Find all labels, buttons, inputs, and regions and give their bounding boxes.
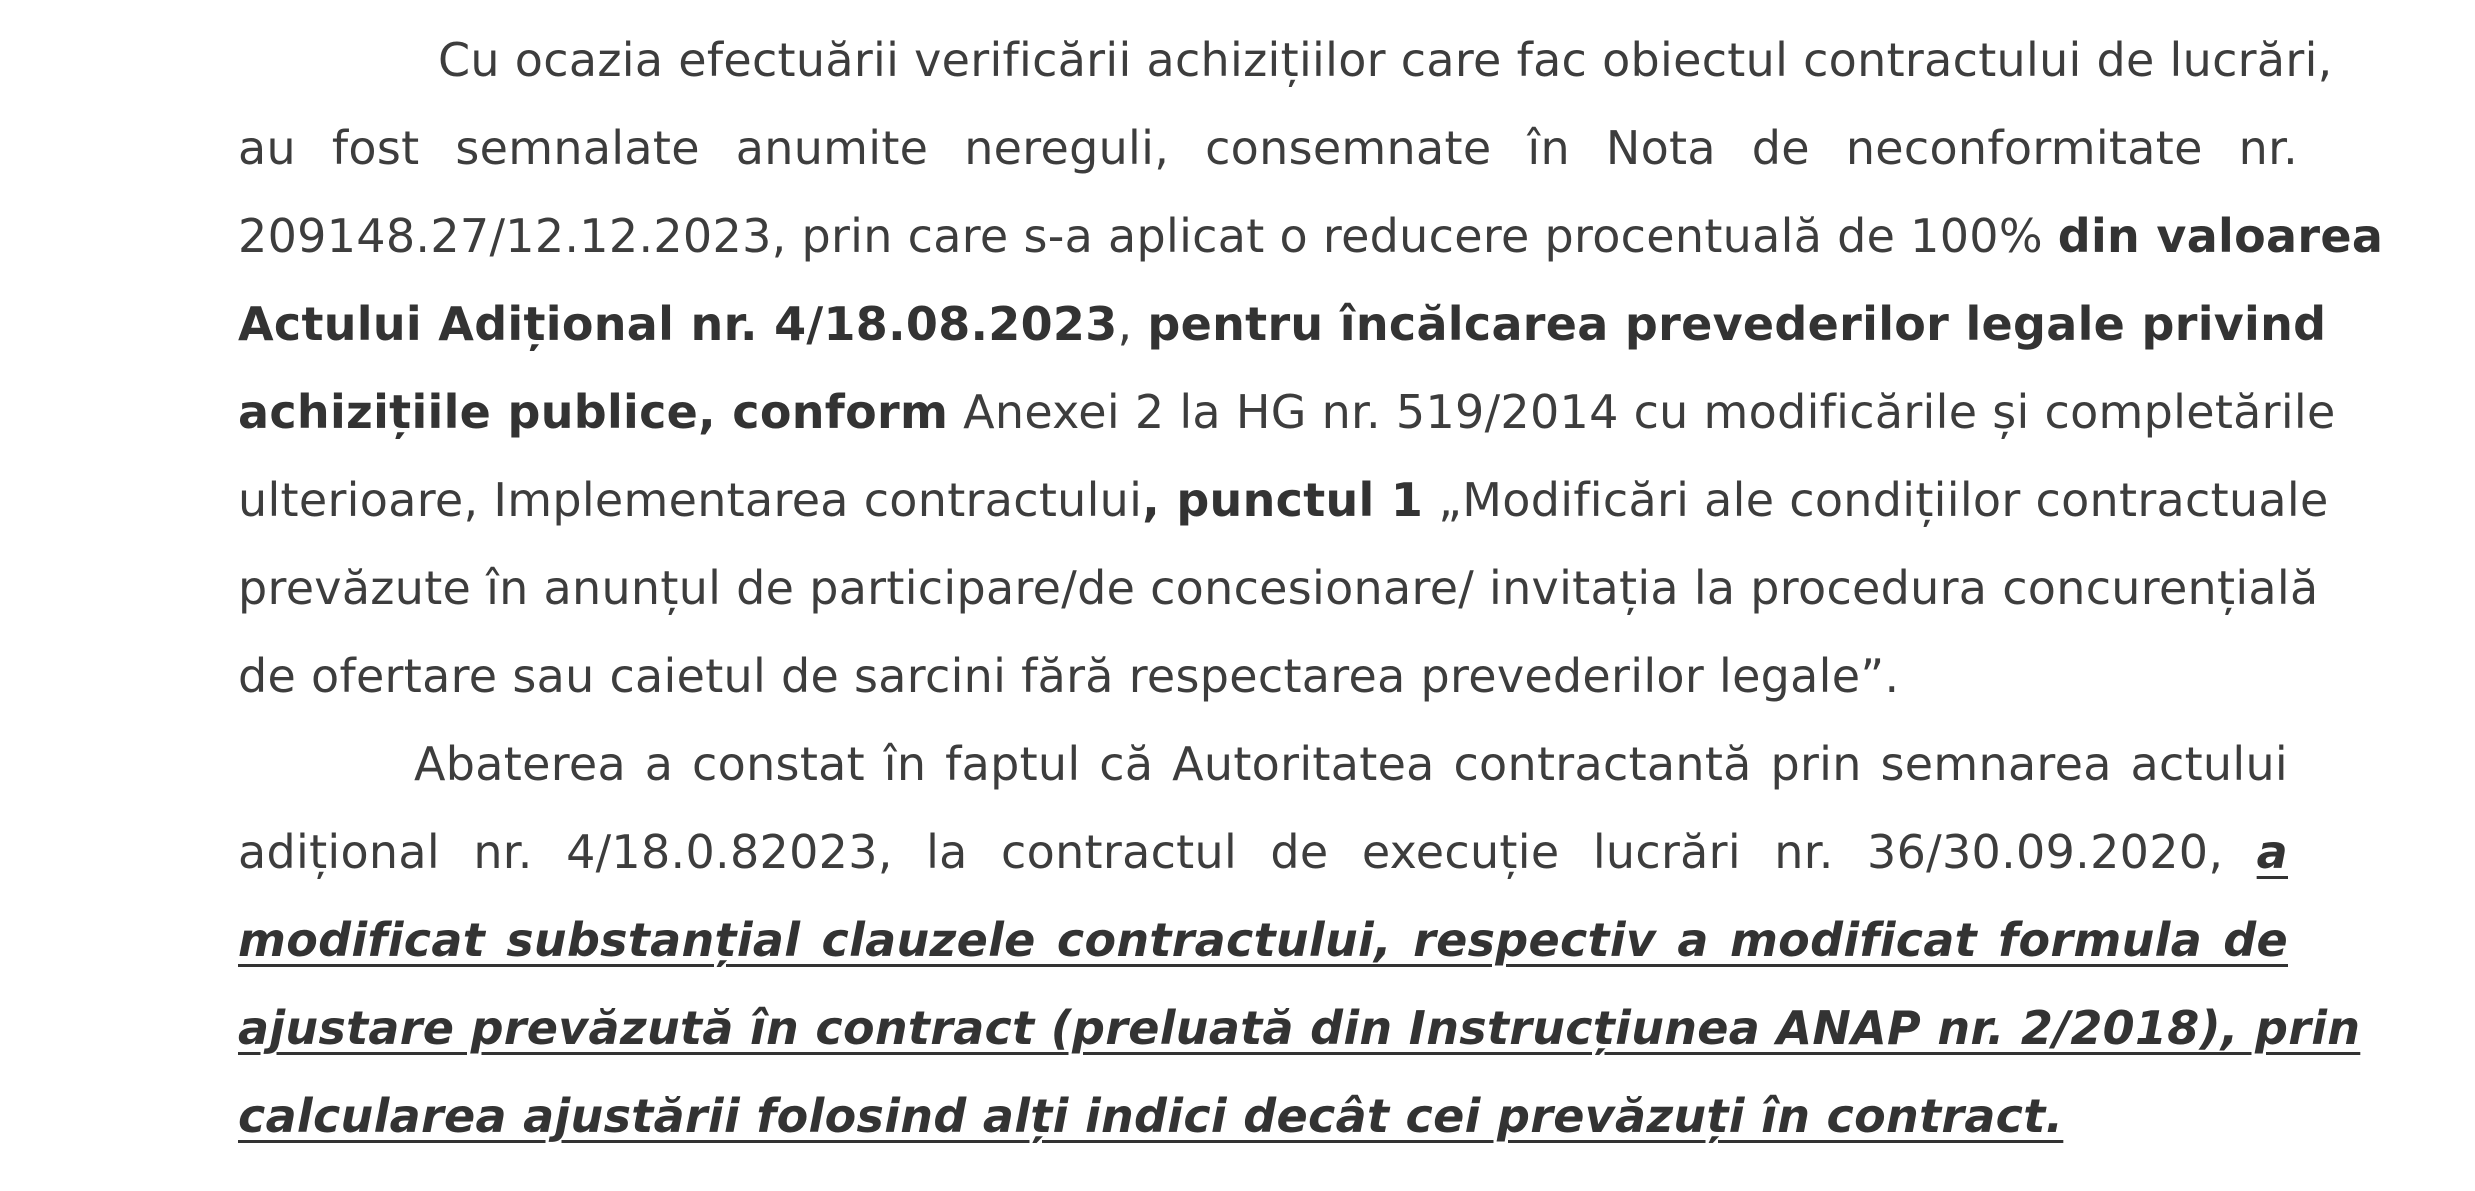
emphasized-text-span: modificat substanțial clauzele contractului, respectiv a modificat formula de — [238, 913, 2288, 967]
paragraph-1-line-2: au fost semnalate anumite nereguli, consemnate în Nota de neconformitate nr. — [238, 121, 2298, 175]
bold-text-span: , punctul 1 — [1142, 473, 1424, 527]
paragraph-1-line-8: de ofertare sau caietul de sarcini fără respectarea prevederilor legale”. — [238, 649, 1900, 703]
paragraph-2-line-5 — [238, 1086, 2288, 1146]
emphasized-text-span: ajustare prevăzută în contract (preluată din Instrucțiunea ANAP nr. 2/2018), prin — [238, 1001, 2361, 1055]
paragraph-1-line-5 — [238, 382, 2336, 442]
text-span: , — [1117, 297, 1148, 351]
paragraph-2-line-4 — [238, 998, 2361, 1058]
text-span: adițional nr. 4/18.0.82023, la contractul de execuție lucrări nr. 36/30.09.2020, — [238, 825, 2257, 879]
bold-text-span: Actului Adițional nr. 4/18.08.2023 — [238, 297, 1118, 351]
text-span: Anexei 2 la HG nr. 519/2014 cu modificările și completările — [948, 385, 2336, 439]
text-span: ulterioare, Implementarea contractului — [238, 473, 1143, 527]
bold-text-span: din valoarea — [2057, 209, 2384, 263]
paragraph-1-line-4 — [238, 294, 2327, 354]
emphasized-text-span: calcularea ajustării folosind alți indici decât cei prevăzuți în contract. — [238, 1089, 2064, 1143]
paragraph-2-line-1: Abaterea a constat în faptul că Autoritatea contractantă prin semnarea actului — [414, 737, 2288, 791]
text-span: 209148.27/12.12.2023, prin care s-a aplicat o reducere procentuală de 100% — [238, 209, 2058, 263]
text-span: „Modificări ale condițiilor contractuale — [1423, 473, 2329, 527]
emphasized-text-span: a — [2256, 825, 2288, 879]
bold-text-span: pentru încălcarea prevederilor legale privind — [1147, 297, 2327, 351]
paragraph-1-line-3 — [238, 206, 2384, 266]
bold-text-span: achizițiile publice, conform — [238, 385, 949, 439]
paragraph-1-line-7: prevăzute în anunțul de participare/de concesionare/ invitația la procedura concurențială — [238, 561, 2319, 615]
paragraph-2-line-2 — [238, 822, 2288, 882]
paragraph-2-line-3 — [238, 910, 2288, 970]
paragraph-1-line-6 — [238, 470, 2329, 530]
paragraph-1-line-1: Cu ocazia efectuării verificării achizițiilor care fac obiectul contractului de lucrări, — [438, 33, 2333, 87]
